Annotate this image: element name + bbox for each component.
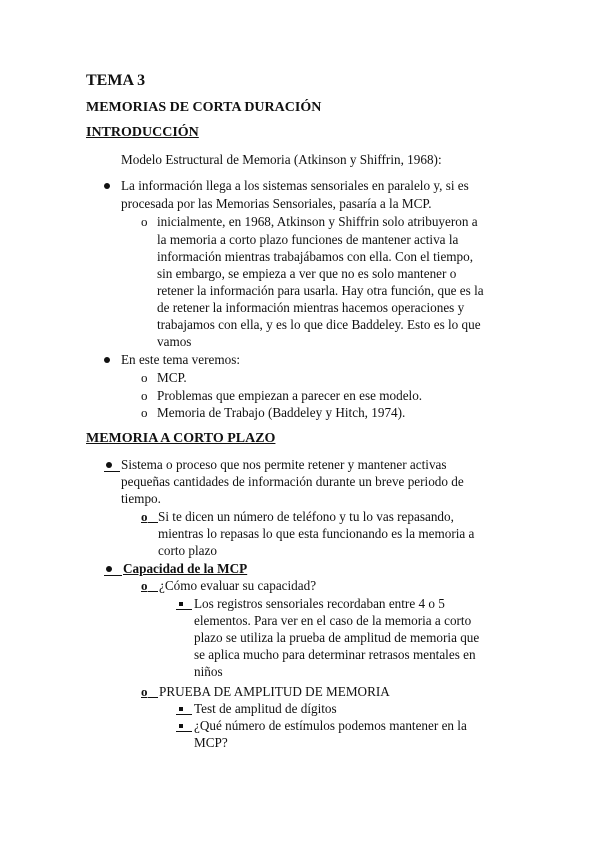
section-heading-mcp: MEMORIA A CORTO PLAZO bbox=[86, 431, 276, 446]
example-line: Si te dicen un número de teléfono y tu lo vas repasando, bbox=[158, 509, 454, 524]
list-item: Problemas que empiezan a parecer en ese modelo. bbox=[157, 388, 423, 403]
answer-line: niños bbox=[194, 664, 223, 679]
sub-bullet-marker: o bbox=[141, 684, 148, 699]
sub-line: información mientras trabajábamos con ella. Con el tiempo, bbox=[157, 249, 474, 264]
example-line: corto plazo bbox=[158, 543, 217, 558]
bullet-dot bbox=[106, 566, 112, 572]
sub-line: retener la información para usarla. Hay otra función, que es la bbox=[157, 283, 484, 298]
underline-mark bbox=[148, 522, 158, 523]
sub-line: trabajamos con ella, y es lo que dice Baddeley. Esto es lo que bbox=[157, 317, 481, 332]
capacity-heading: Capacidad de la MCP bbox=[123, 561, 248, 576]
underline-mark bbox=[176, 609, 192, 610]
answer-line: se aplica mucho para determinar retrasos mentales en bbox=[194, 647, 476, 662]
answer-line: elementos. Para ver en el caso de la memoria a corto bbox=[194, 613, 472, 628]
test-item-line: MCP? bbox=[194, 735, 228, 750]
bullet-dot bbox=[104, 183, 110, 189]
sub-bullet-marker: o bbox=[141, 214, 148, 229]
underline-mark bbox=[148, 591, 158, 592]
intro-lead: Modelo Estructural de Memoria (Atkinson y Shiffrin, 1968): bbox=[121, 152, 442, 167]
sub-line: sin embargo, se empieza a ver que no es solo mantener o bbox=[157, 266, 457, 281]
sub-line: inicialmente, en 1968, Atkinson y Shiffrin solo atribuyeron a bbox=[157, 214, 478, 229]
answer-line: Los registros sensoriales recordaban entre 4 o 5 bbox=[194, 596, 445, 611]
page-subtitle: MEMORIAS DE CORTA DURACIÓN bbox=[86, 100, 322, 115]
list-item: Memoria de Trabajo (Baddeley y Hitch, 1974). bbox=[157, 405, 406, 420]
underline-mark bbox=[148, 697, 158, 698]
bullet-dot bbox=[104, 357, 110, 363]
section-heading-introduccion: INTRODUCCIÓN bbox=[86, 125, 199, 140]
underline-mark bbox=[176, 731, 192, 732]
answer-line: plazo se utiliza la prueba de amplitud de memoria que bbox=[194, 630, 480, 645]
sub-bullet-marker: o bbox=[141, 578, 148, 593]
list-item: MCP. bbox=[157, 370, 187, 385]
test-item: Test de amplitud de dígitos bbox=[194, 701, 337, 716]
sub-bullet-marker: o bbox=[141, 405, 148, 420]
sub-line: vamos bbox=[157, 334, 192, 349]
definition-line: pequeñas cantidades de información durante un breve periodo de bbox=[121, 474, 464, 489]
test-item-line: ¿Qué número de estímulos podemos mantener en la bbox=[194, 718, 467, 733]
bullet2-text: En este tema veremos: bbox=[121, 352, 241, 367]
underline-mark bbox=[104, 471, 120, 472]
definition-line: Sistema o proceso que nos permite retener y mantener activas bbox=[121, 457, 447, 472]
sub-bullet-marker: o bbox=[141, 370, 148, 385]
bullet1-line: La información llega a los sistemas sensoriales en paralelo y, si es bbox=[121, 178, 469, 193]
test-heading: PRUEBA DE AMPLITUD DE MEMORIA bbox=[159, 684, 390, 699]
square-bullet bbox=[179, 602, 183, 606]
underline-mark bbox=[176, 714, 192, 715]
square-bullet bbox=[179, 707, 183, 711]
page-title: TEMA 3 bbox=[86, 72, 146, 89]
bullet-dot bbox=[106, 462, 112, 468]
underline-mark bbox=[104, 575, 122, 576]
question: ¿Cómo evaluar su capacidad? bbox=[159, 578, 317, 593]
sub-bullet-marker: o bbox=[141, 388, 148, 403]
sub-line: de retener la información mientras hacemos operaciones y bbox=[157, 300, 465, 315]
example-line: mientras lo repasas lo que esta funcionando es la memoria a bbox=[158, 526, 475, 541]
definition-line: tiempo. bbox=[121, 491, 161, 506]
sub-bullet-marker: o bbox=[141, 509, 148, 524]
bullet1-line: procesada por las Memorias Sensoriales, pasaría a la MCP. bbox=[121, 196, 432, 211]
sub-line: la memoria a corto plazo funciones de mantener activa la bbox=[157, 232, 459, 247]
square-bullet bbox=[179, 724, 183, 728]
